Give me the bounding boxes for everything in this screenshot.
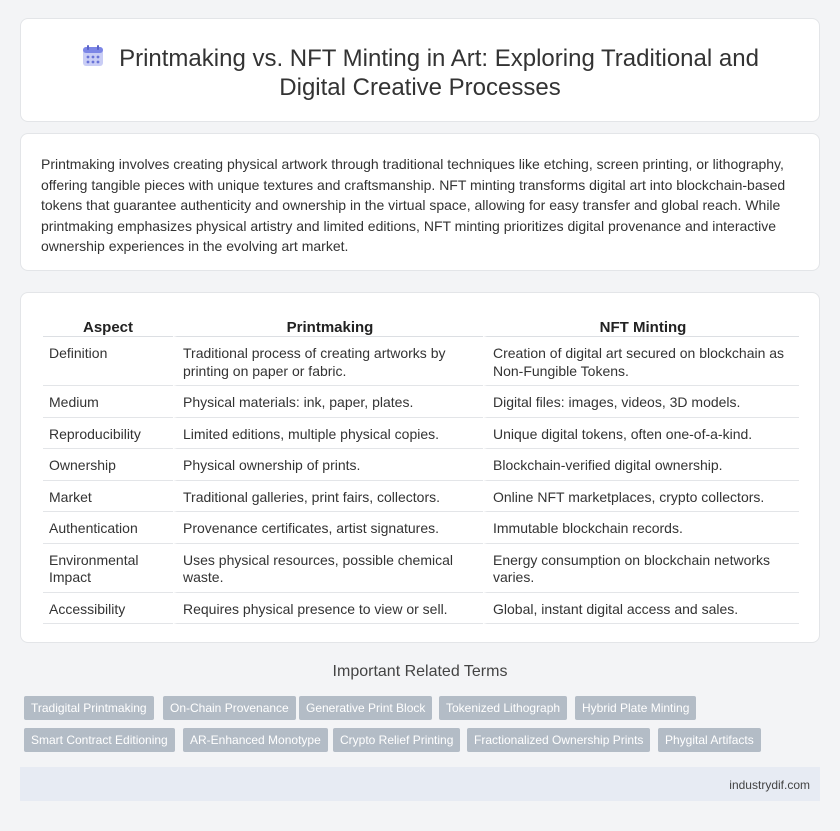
table-cell: Digital files: images, videos, 3D models.	[483, 386, 799, 418]
table-row	[43, 449, 799, 481]
table-cell: Definition	[43, 337, 173, 386]
related-tag[interactable]: Smart Contract Editioning	[24, 728, 175, 752]
related-tag[interactable]: Crypto Relief Printing	[333, 728, 460, 752]
table-cell: Market	[43, 481, 173, 513]
comparison-table	[43, 316, 799, 624]
related-tag[interactable]: AR-Enhanced Monotype	[183, 728, 328, 752]
table-cell: Requires physical presence to view or sell.	[173, 593, 483, 625]
table-cell: Unique digital tokens, often one-of-a-kind.	[483, 418, 799, 450]
table-row	[43, 337, 799, 386]
table-row	[43, 593, 799, 625]
table-row	[43, 512, 799, 544]
table-cell: Provenance certificates, artist signatures.	[173, 512, 483, 544]
related-tag[interactable]: Tradigital Printmaking	[24, 696, 154, 720]
table-cell: Global, instant digital access and sales.	[483, 593, 799, 625]
table-header-row	[43, 316, 799, 337]
table-cell: Blockchain-verified digital ownership.	[483, 449, 799, 481]
table-cell: Energy consumption on blockchain networks varies.	[483, 544, 799, 593]
table-cell: Uses physical resources, possible chemical waste.	[173, 544, 483, 593]
table-row	[43, 418, 799, 450]
table-cell: Physical materials: ink, paper, plates.	[173, 386, 483, 418]
page-title	[21, 44, 819, 102]
related-tag[interactable]: Phygital Artifacts	[658, 728, 761, 752]
table-row	[43, 386, 799, 418]
title-card	[20, 18, 820, 122]
header-aspect: Aspect	[43, 316, 173, 337]
related-tag[interactable]: Generative Print Block	[299, 696, 432, 720]
table-cell: Reproducibility	[43, 418, 173, 450]
header-nft-minting: NFT Minting	[483, 316, 799, 337]
table-cell: Limited editions, multiple physical copies.	[173, 418, 483, 450]
title-line-1: Printmaking vs. NFT Minting in Art: Exploring Traditional and	[119, 45, 759, 72]
footer	[20, 767, 820, 801]
table-cell: Traditional galleries, print fairs, collectors.	[173, 481, 483, 513]
calendar-icon	[81, 44, 105, 68]
table-cell: Online NFT marketplaces, crypto collectors.	[483, 481, 799, 513]
related-tag[interactable]: Tokenized Lithograph	[439, 696, 567, 720]
summary-text: Printmaking involves creating physical artwork through traditional techniques like etching, screen printing, or lithography, offering tangible pieces with unique textures and craftsmanship. NFT minting transforms digital art into blockchain-based tokens that guarantee authenticity and ownership in the virtual space, allowing for easy transfer and global reach. While printmaking emphasizes physical artistry and limited editions, NFT minting prioritizes digital provenance and interactive ownership experiences in the evolving art market.	[41, 156, 786, 254]
table-cell: Physical ownership of prints.	[173, 449, 483, 481]
header-printmaking: Printmaking	[173, 316, 483, 337]
title-line-2: Digital Creative Processes	[279, 74, 561, 101]
related-tag[interactable]: On-Chain Provenance	[163, 696, 296, 720]
table-row	[43, 544, 799, 593]
table-cell: Environmental Impact	[43, 544, 173, 593]
table-cell: Authentication	[43, 512, 173, 544]
related-terms-heading: Important Related Terms	[332, 663, 508, 680]
comparison-card	[20, 292, 820, 643]
summary-card	[20, 133, 820, 271]
related-tag[interactable]: Hybrid Plate Minting	[575, 696, 696, 720]
table-cell: Medium	[43, 386, 173, 418]
table-cell: Immutable blockchain records.	[483, 512, 799, 544]
table-cell: Ownership	[43, 449, 173, 481]
footer-site[interactable]: industrydif.com	[729, 778, 810, 792]
table-row	[43, 481, 799, 513]
table-cell: Traditional process of creating artworks by printing on paper or fabric.	[173, 337, 483, 386]
related-tag[interactable]: Fractionalized Ownership Prints	[467, 728, 650, 752]
table-cell: Creation of digital art secured on blockchain as Non-Fungible Tokens.	[483, 337, 799, 386]
table-cell: Accessibility	[43, 593, 173, 625]
